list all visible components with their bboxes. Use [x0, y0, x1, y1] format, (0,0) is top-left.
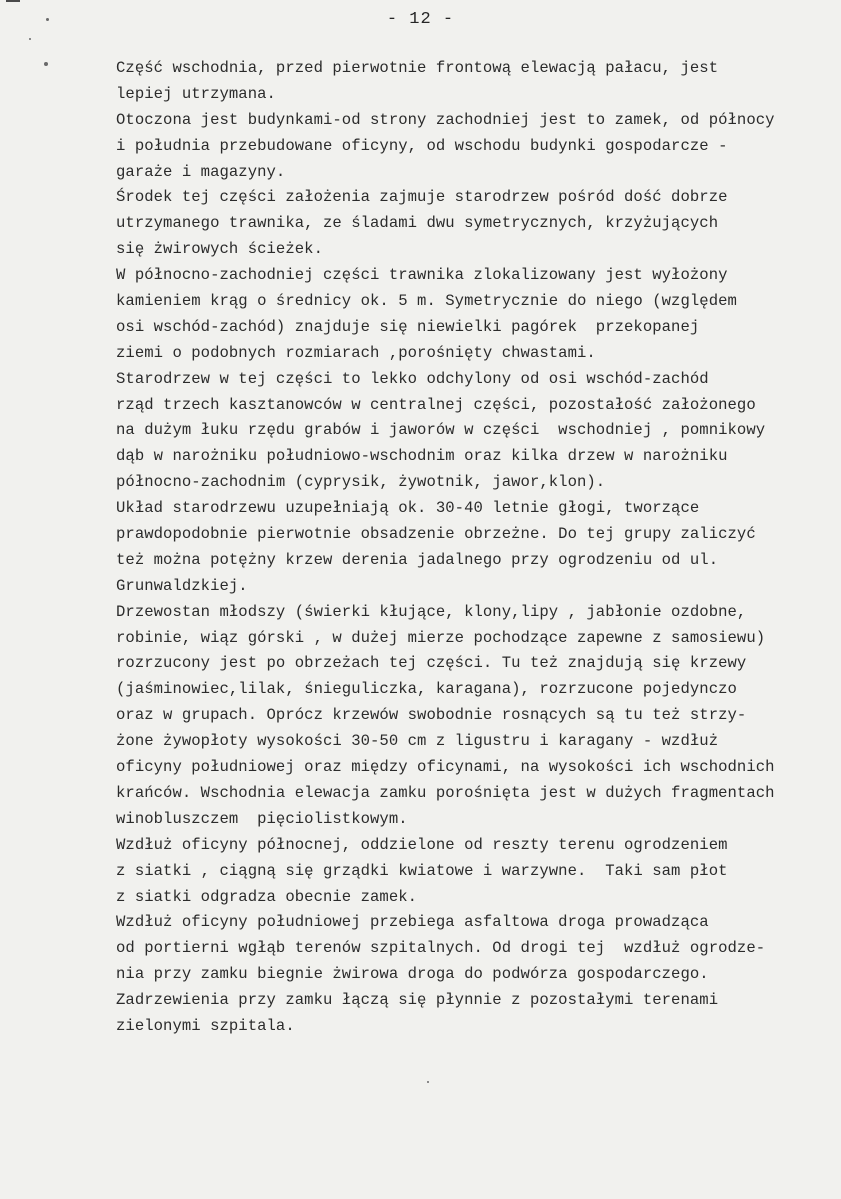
text-line: Wzdłuż oficyny północnej, oddzielone od reszty terenu ogrodzeniem — [116, 835, 728, 854]
text-line: robinie, wiąz górski , w dużej mierze pochodzące zapewne z samosiewu) — [116, 628, 766, 647]
text-line: Środek tej części założenia zajmuje starodrzew pośród dość dobrze — [116, 188, 728, 207]
text-line: Wzdłuż oficyny południowej przebiega asfaltowa droga prowadząca — [116, 913, 709, 932]
text-line: prawdopodobnie pierwotnie obsadzenie obrzeżne. Do tej grupy zaliczyć — [116, 525, 756, 544]
text-line: też można potężny krzew derenia jadalnego przy ogrodzeniu od ul. — [116, 550, 719, 569]
text-line: lepiej utrzymana. — [116, 84, 276, 103]
text-line: i południa przebudowane oficyny, od wschodu budynki gospodarcze - — [116, 136, 728, 155]
text-line: na dużym łuku rzędu grabów i jaworów w części wschodniej , pomnikowy — [116, 421, 766, 440]
text-line: kamieniem krąg o średnicy ok. 5 m. Symetrycznie do niego (względem — [116, 292, 737, 311]
text-line: Drzewostan młodszy (świerki kłujące, klony,lipy , jabłonie ozdobne, — [116, 602, 747, 621]
text-line: oraz w grupach. Oprócz krzewów swobodnie rosnących są tu też strzy- — [116, 706, 747, 725]
body-text — [116, 56, 831, 1040]
text-line: rząd trzech kasztanowców w centralnej części, pozostałość założonego — [116, 395, 756, 414]
text-line: Starodrzew w tej części to lekko odchylony od osi wschód-zachód — [116, 369, 709, 388]
text-line: zielonymi szpitala. — [116, 1016, 295, 1035]
text-line: krańców. Wschodnia elewacja zamku porośnięta jest w dużych fragmentach — [116, 783, 775, 802]
text-line: Zadrzewienia przy zamku łączą się płynnie z pozostałymi terenami — [116, 991, 719, 1010]
text-line: Układ starodrzewu uzupełniają ok. 30-40 letnie głogi, tworzące — [116, 499, 700, 518]
text-line: garaże i magazyny. — [116, 162, 286, 181]
text-line: od portierni wgłąb terenów szpitalnych. Od drogi tej wzdłuż ogrodze- — [116, 939, 766, 958]
text-line: Otoczona jest budynkami-od strony zachodniej jest to zamek, od północy — [116, 110, 775, 129]
text-line: z siatki odgradza obecnie zamek. — [116, 887, 418, 906]
text-line: Część wschodnia, przed pierwotnie frontową elewacją pałacu, jest — [116, 59, 719, 77]
scan-corner-mark — [6, 0, 20, 2]
text-line: W północno-zachodniej części trawnika zlokalizowany jest wyłożony — [116, 266, 728, 285]
text-line: dąb w narożniku południowo-wschodnim oraz kilka drzew w narożniku — [116, 447, 728, 466]
margin-dot — [427, 1081, 429, 1083]
text-line: północno-zachodnim (cyprysik, żywotnik, jawor,klon). — [116, 473, 606, 492]
page-number: - 12 - — [386, 10, 455, 29]
text-line: osi wschód-zachód) znajduje się niewielki pagórek przekopanej — [116, 317, 700, 336]
text-line: rozrzucony jest po obrzeżach tej części. Tu też znajdują się krzewy — [116, 654, 747, 673]
text-line: winobluszczem pięciolistkowym. — [116, 809, 408, 828]
text-line: utrzymanego trawnika, ze śladami dwu symetrycznych, krzyżujących — [116, 214, 719, 233]
text-line: żone żywopłoty wysokości 30-50 cm z ligustru i karagany - wzdłuż — [116, 732, 719, 751]
text-line: z siatki , ciągną się grządki kwiatowe i warzywne. Taki sam płot — [116, 861, 728, 880]
text-line: ziemi o podobnych rozmiarach ,porośnięty chwastami. — [116, 343, 596, 362]
text-line: nia przy zamku biegnie żwirowa droga do podwórza gospodarczego. — [116, 965, 709, 984]
margin-dot — [44, 62, 48, 66]
text-line: oficyny południowej oraz między oficynami, na wysokości ich wschodnich — [116, 758, 775, 777]
text-line: się żwirowych ścieżek. — [116, 240, 323, 259]
text-line: Grunwaldzkiej. — [116, 576, 248, 595]
margin-dot — [29, 38, 31, 40]
text-line: (jaśminowiec,lilak, śnieguliczka, karagana), rozrzucone pojedynczo — [116, 680, 737, 699]
